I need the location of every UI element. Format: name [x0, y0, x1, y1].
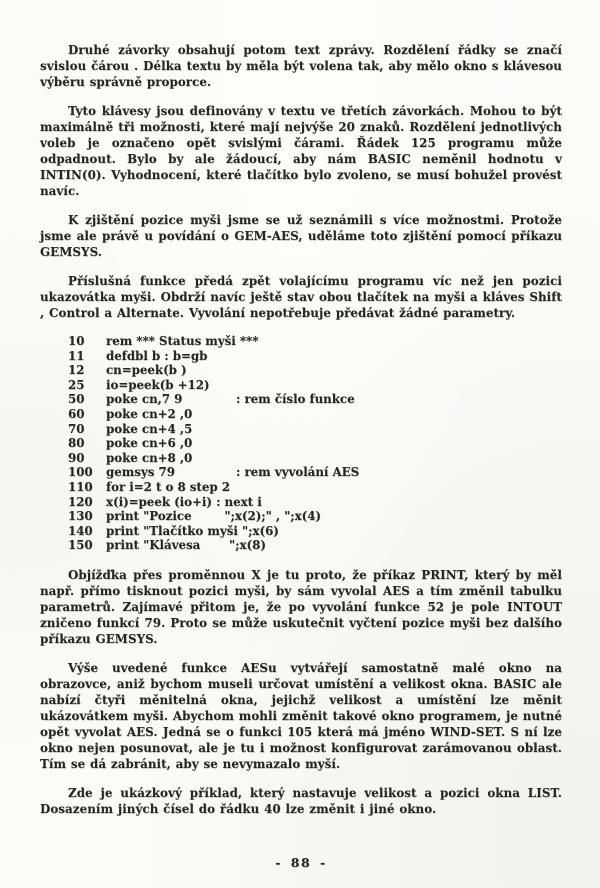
paragraph: Druhé závorky obsahují potom text zprávy. Rozdělení řádky se značí svislou čárou . Délka textu by měla být volena tak, aby mělo okno s klávesou výběru správně proporce. [40, 43, 562, 89]
code-line [40, 495, 562, 510]
paragraph: Zde je ukázkový příklad, který nastavuje velikost a pozici okna LIST. Dosazením jiných čísel do řádku 40 lze změnit i jiné okno. [40, 785, 562, 816]
code-line [40, 392, 562, 407]
page-number: - 88 - [275, 854, 327, 870]
code-line [40, 509, 562, 524]
code-line-number: 90 [68, 450, 85, 465]
code-line-number: 120 [68, 494, 93, 509]
code-line [40, 334, 562, 349]
code-line-text: poke cn,7 9 [106, 392, 183, 407]
code-line-text: poke cn+8 ,0 [106, 450, 193, 465]
code-line [40, 451, 562, 466]
code-line [40, 538, 562, 553]
code-line [40, 422, 562, 437]
code-line-number: 10 [68, 334, 85, 348]
code-line-text: gemsys 79 [106, 465, 175, 480]
code-line-comment: : rem číslo funkce [236, 392, 355, 407]
code-line [40, 480, 562, 495]
code-line-number: 130 [68, 509, 93, 524]
code-line-text: cn=peek(b ) [106, 363, 187, 378]
code-line [40, 524, 562, 539]
code-line-text: poke cn+2 ,0 [106, 406, 193, 421]
code-line-comment: : rem vyvolání AES [236, 465, 360, 480]
code-line-number: 12 [68, 363, 85, 378]
paragraph: Příslušná funkce předá zpět volajícímu programu víc než jen pozici ukazovátka myši. Obdrží navíc ještě stav obou tlačítek na myši a kláves Shift , Control a Alternate. Vyvolání nepotřebuje předávat žádné parametry. [40, 274, 562, 320]
code-line-text: print "Tlačítko myši ";x(6) [106, 523, 279, 538]
code-line-number: 70 [68, 421, 85, 436]
code-line [40, 349, 562, 364]
basic-code-listing [40, 334, 562, 553]
code-line-number: 11 [68, 348, 85, 363]
code-line-text: x(i)=peek (io+i) : next i [106, 494, 262, 509]
paragraph: Výše uvedené funkce AESu vytvářejí samostatně malé okno na obrazovce, aniž bychom museli určovat umístění a velikost okna. BASIC ale nabízí čtyři měnitelná okna, jejichž velikost a umístění lze měnit ukázovátkem myši. Abychom mohli změnit takové okno programem, je nutné opět vyvolat AES. Jedná se o funkci 105 která má jméno WIND-SET. S ní lze okno nejen posunovat, ale je tu i možnost konfigurovat zarámovanou oblast. Tím se dá zabránit, aby se nevymazalo myší. [40, 660, 562, 771]
code-line-text: poke cn+6 ,0 [106, 436, 193, 451]
code-line-text: for i=2 t o 8 step 2 [106, 479, 230, 494]
code-line-text: io=peek(b +12) [106, 377, 210, 392]
paragraph: Objížďka přes proměnnou X je tu proto, že příkaz PRINT, který by měl např. přímo tisknout pozici myši, by sám vyvolal AES a tím změnil tabulku parametrů. Zajímavé přitom je, že po vyvolání funkce 52 je pole INTOUT zničeno funkcí 79. Proto se může uskutečnit vyčtení pozice myši bez dalšího příkazu GEMSYS. [40, 567, 562, 646]
code-line-text: defdbl b : b=gb [106, 348, 208, 363]
paragraph: K zjištění pozice myši jsme se už seznámili s více možnostmi. Protože jsme ale právě u povídání o GEM-AES, uděláme toto zjištění pomocí příkazu GEMSYS. [40, 213, 562, 259]
code-line-number: 140 [68, 523, 93, 538]
code-line-number: 100 [68, 465, 93, 480]
code-line [40, 363, 562, 378]
code-line [40, 436, 562, 451]
code-line-text: poke cn+4 ,5 [106, 421, 193, 436]
code-line-number: 60 [68, 406, 85, 421]
code-line-text: print "Pozice ";x(2);" , ";x(4) [106, 509, 322, 524]
code-line-text: print "Klávesa ";x(8) [106, 538, 266, 553]
code-line-number: 80 [68, 436, 85, 451]
code-line-number: 150 [68, 538, 93, 553]
code-line [40, 407, 562, 422]
page-content [40, 42, 562, 870]
code-line [40, 378, 562, 393]
code-line-number: 50 [68, 392, 85, 407]
code-line [40, 465, 562, 480]
code-line-number: 25 [68, 377, 85, 392]
code-line-text: rem *** Status myši *** [106, 334, 259, 348]
paragraph: Tyto klávesy jsou definovány v textu ve třetích závorkách. Mohou to být maximálně tři možnosti, které mají nejvýše 20 znaků. Rozdělení jednotlivých voleb je označeno opět svislými čárami. Řádek 125 programu může odpadnout. Bylo by ale žádoucí, aby nám BASIC neměnil hodnotu v INTIN(0). Vyhodnocení, které tlačítko bylo zvoleno, se musí bohužel provést navíc. [40, 104, 562, 198]
code-line-number: 110 [68, 479, 93, 494]
